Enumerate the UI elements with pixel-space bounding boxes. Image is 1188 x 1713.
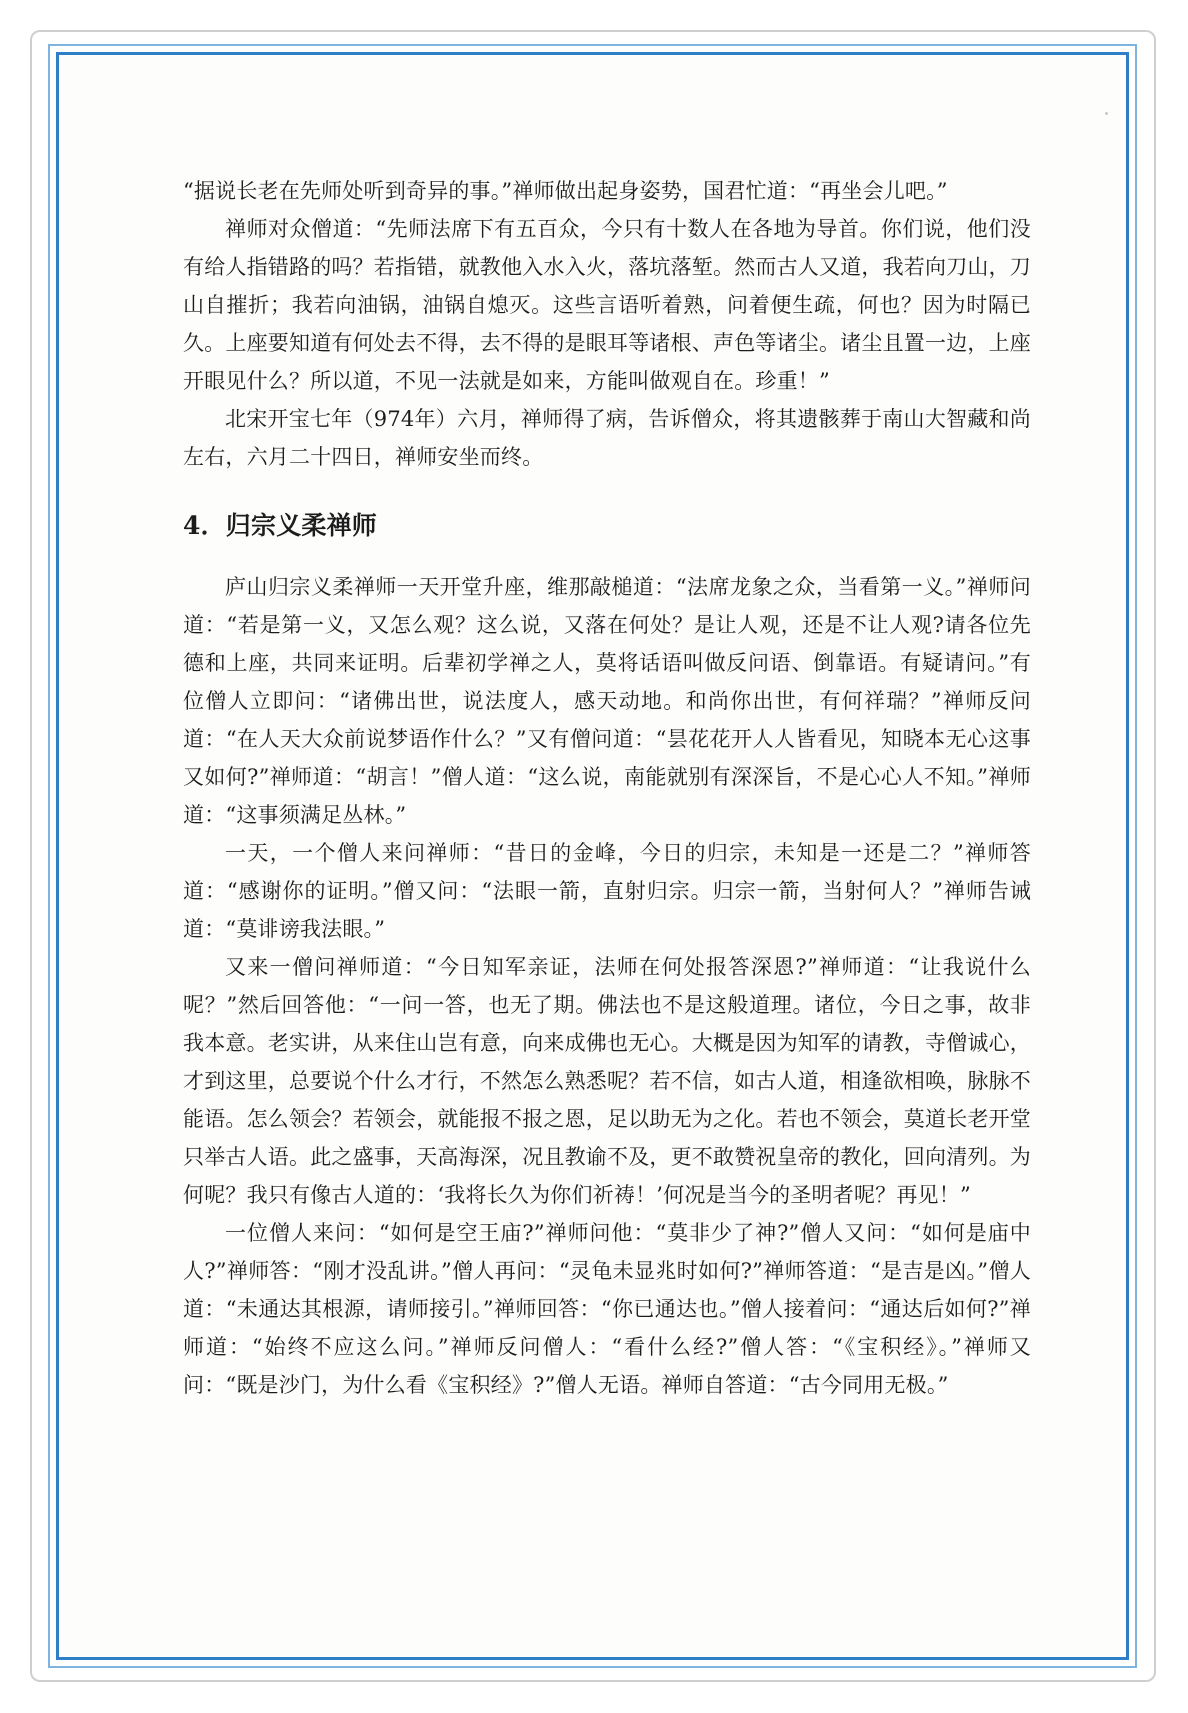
paragraph: 又来一僧问禅师道：“今日知军亲证，法师在何处报答深恩?”禅师道：“让我说什么呢？”然后回答他：“一问一答，也无了期。佛法也不是这般道理。诸位，今日之事，故非我本意。老实讲，从来住山岂有意，向来成佛也无心。大概是因为知军的请教，寺僧诚心，才到这里，总要说个什么才行，不然怎么熟悉呢？若不信，如古人道，相逢欲相唤，脉脉不能语。怎么领会？若领会，就能报不报之恩，足以助无为之化。若也不领会，莫道长老开堂只举古人语。此之盛事，天高海深，况且教谕不及，更不敢赞祝皇帝的教化，回向清列。为何呢？我只有像古人道的：‘我将长久为你们祈祷！’何况是当今的圣明者呢？再见！” <box>183 955 1031 1207</box>
paragraph: 禅师对众僧道：“先师法席下有五百众，今只有十数人在各地为导首。你们说，他们没有给人指错路的吗？若指错，就教他入水入火，落坑落堑。然而古人又道，我若向刀山，刀山自摧折；我若向油锅，油锅自熄灭。这些言语听着熟，问着便生疏，何也？因为时隔已久。上座要知道有何处去不得，去不得的是眼耳等诸根、声色等诸尘。诸尘且置一边，上座开眼见什么？所以道，不见一法就是如来，方能叫做观自在。珍重！” <box>183 217 1031 393</box>
paragraph: 一天，一个僧人来问禅师：“昔日的金峰，今日的归宗，未知是一还是二？”禅师答道：“感谢你的证明。”僧又问：“法眼一箭，直射归宗。归宗一箭，当射何人？”禅师告诫道：“莫诽谤我法眼。” <box>183 841 1031 941</box>
paragraph: 一位僧人来问：“如何是空王庙?”禅师问他：“莫非少了神?”僧人又问：“如何是庙中人?”禅师答：“刚才没乱讲。”僧人再问：“灵龟未显兆时如何?”禅师答道：“是吉是凶。”僧人道：“未通达其根源，请师接引。”禅师回答：“你已通达也。”僧人接着问：“通达后如何?”禅师道：“始终不应这么问。”禅师反问僧人：“看什么经?”僧人答：“《宝积经》。”禅师又问：“既是沙门，为什么看《宝积经》?”僧人无语。禅师自答道：“古今同用无极。” <box>183 1221 1031 1397</box>
scan-speck <box>1105 112 1108 115</box>
section-heading: 4．归宗义柔禅师 <box>183 511 377 540</box>
page-text-body <box>183 172 1031 1404</box>
paragraph: 庐山归宗义柔禅师一天开堂升座，维那敲槌道：“法席龙象之众，当看第一义。”禅师问道：“若是第一义，又怎么观？这么说，又落在何处？是让人观，还是不让人观?请各位先德和上座，共同来证明。后辈初学禅之人，莫将话语叫做反问语、倒靠语。有疑请问。”有位僧人立即问：“诸佛出世，说法度人，感天动地。和尚你出世，有何祥瑞？”禅师反问道：“在人天大众前说梦语作什么？”又有僧问道：“昙花花开人人皆看见，知晓本无心这事又如何?”禅师道：“胡言！”僧人道：“这么说，南能就别有深深旨，不是心心人不知。”禅师道：“这事须满足丛林。” <box>183 575 1031 827</box>
paragraph: 北宋开宝七年（974年）六月，禅师得了病，告诉僧众，将其遗骸葬于南山大智藏和尚左右，六月二十四日，禅师安坐而终。 <box>183 407 1031 469</box>
paragraph: “据说长老在先师处听到奇异的事。”禅师做出起身姿势，国君忙道：“再坐会儿吧。” <box>183 179 948 203</box>
